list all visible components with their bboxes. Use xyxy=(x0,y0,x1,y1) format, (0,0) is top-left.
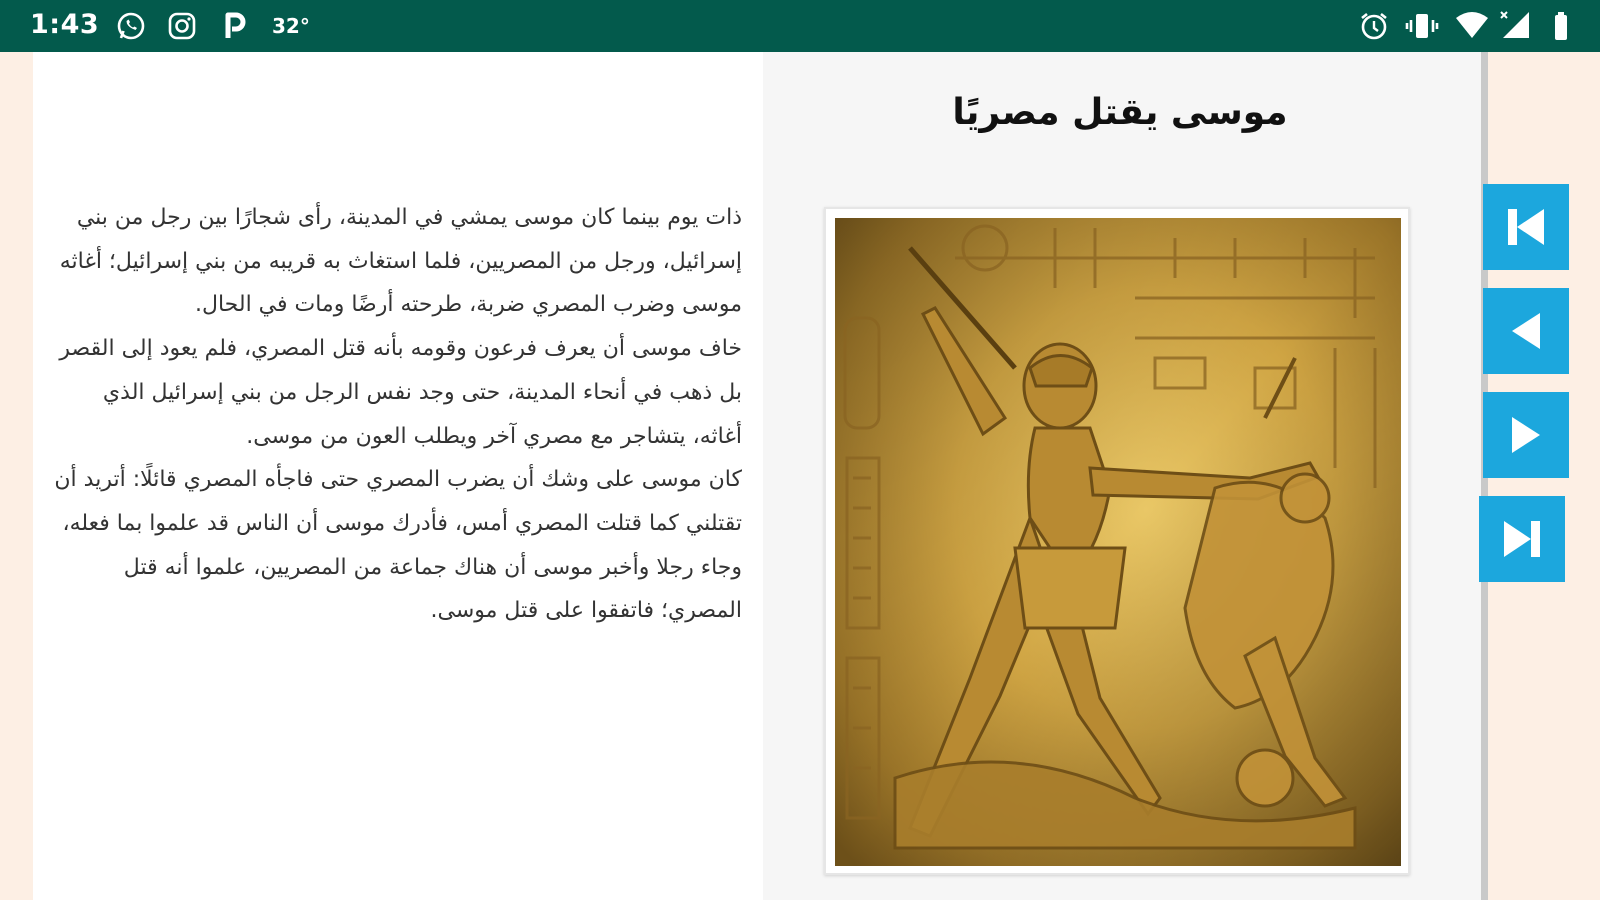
parking-p-icon xyxy=(220,11,250,41)
story-title: موسى يقتل مصريًا xyxy=(952,92,1288,133)
skip-to-first-button[interactable] xyxy=(1483,184,1569,270)
next-button[interactable] xyxy=(1483,392,1569,478)
previous-button[interactable] xyxy=(1483,288,1569,374)
whatsapp-icon xyxy=(116,11,146,41)
previous-icon xyxy=(1502,307,1550,355)
battery-icon xyxy=(1546,10,1580,42)
instagram-icon xyxy=(167,11,197,41)
vibrate-icon xyxy=(1405,10,1439,42)
skip-to-last-button[interactable] xyxy=(1479,496,1565,582)
status-bar xyxy=(0,0,1600,52)
skip-to-first-icon xyxy=(1502,203,1550,251)
wifi-icon xyxy=(1455,10,1489,42)
signal-icon xyxy=(1499,10,1533,42)
story-text xyxy=(52,196,742,633)
status-time: 1:43 xyxy=(30,9,100,40)
skip-to-last-icon xyxy=(1498,515,1546,563)
story-paragraph-1: ذات يوم بينما كان موسى يمشي في المدينة، رأى شجارًا بين رجل من بني إسرائيل، ورجل من المصريين، فلما استغاث به قريبه من بني إسرائيل؛ أغاثه موسى وضرب المصري ضربة، طرحته أرضًا ومات في الحال. xyxy=(59,205,742,318)
alarm-icon xyxy=(1357,10,1391,42)
egyptian-relief-image xyxy=(835,218,1401,866)
next-icon xyxy=(1502,411,1550,459)
illustration-frame xyxy=(824,207,1410,875)
story-paragraph-3: كان موسى على وشك أن يضرب المصري حتى فاجأه المصري قائلًا: أتريد أن تقتلني كما قتلت المصري أمس، فأدرك موسى أن الناس قد علموا بما فعله، وجاء رجلا وأخبر موسى أن هناك جماعة من المصريين، علموا أنه قتل المصري؛ فاتفقوا على قتل موسى. xyxy=(54,467,742,624)
status-temperature: 32° xyxy=(272,14,310,38)
story-paragraph-2: خاف موسى أن يعرف فرعون وقومه بأنه قتل المصري، فلم يعود إلى القصر بل ذهب في أنحاء المدينة، حتى وجد نفس الرجل من بني إسرائيل الذي أغاثه، يتشاجر مع مصري آخر ويطلب العون من موسى. xyxy=(59,336,742,449)
